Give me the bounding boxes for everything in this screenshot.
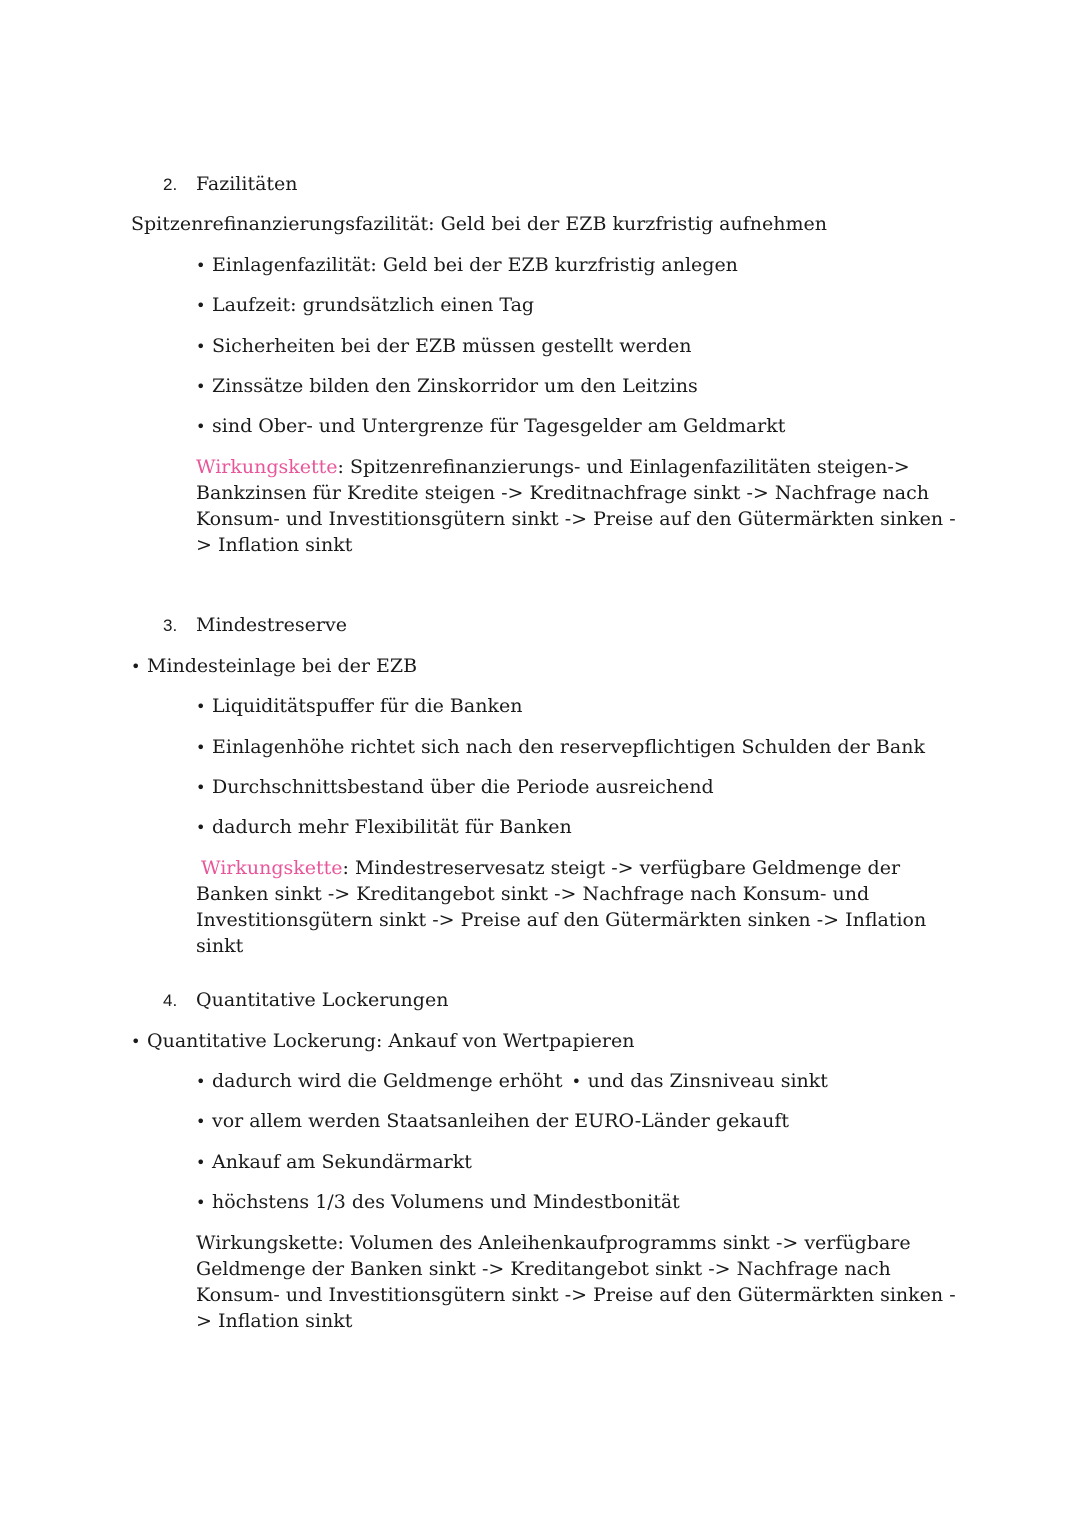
list-item: • vor allem werden Staatsanleihen der EURO-Länder gekauft: [196, 1108, 789, 1135]
bullet-glyph: •: [196, 1112, 206, 1131]
section-number: 3.: [163, 616, 178, 635]
list-item: • höchstens 1/3 des Volumens und Mindestbonität: [196, 1189, 680, 1216]
section-title: Quantitative Lockerungen: [196, 989, 449, 1011]
list-item: • dadurch mehr Flexibilität für Banken: [196, 814, 572, 841]
effect-chain-paragraph: [196, 1230, 956, 1334]
section-intro: • Mindesteinlage bei der EZB: [131, 653, 417, 680]
bullet-glyph: •: [196, 377, 206, 396]
list-item: • sind Ober- und Untergrenze für Tagesgelder am Geldmarkt: [196, 413, 785, 440]
list-item: • Einlagenfazilität: Geld bei der EZB kurzfristig anlegen: [196, 252, 738, 279]
bullet-glyph: •: [196, 738, 206, 757]
bullet-glyph: •: [571, 1072, 582, 1091]
list-item: • Einlagenhöhe richtet sich nach den reservepflichtigen Schulden der Bank: [196, 734, 925, 761]
bullet-glyph: •: [196, 1193, 206, 1212]
effect-chain-paragraph: [196, 855, 956, 959]
bullet-glyph: •: [196, 1153, 206, 1172]
bullet-glyph: •: [196, 296, 206, 315]
bullet-glyph: •: [196, 256, 206, 275]
list-item: • Durchschnittsbestand über die Periode ausreichend: [196, 774, 714, 801]
bullet-glyph: •: [196, 697, 206, 716]
effect-chain-label: Wirkungskette: [196, 456, 338, 478]
section-heading-fazilitaeten: [163, 171, 298, 198]
section-heading-quantitative-lockerungen: [163, 987, 448, 1014]
effect-chain-text: Wirkungskette: Volumen des Anleihenkaufprogramms sinkt -> verfügbare Geldmenge der Banken sinkt -> Kreditangebot sinkt -> Nachfrage nach Konsum- und Investitionsgütern sinkt -> Preise auf den Gütermärkten sinken -> Inflation sinkt: [196, 1232, 956, 1332]
list-item: • Ankauf am Sekundärmarkt: [196, 1149, 472, 1176]
list-item: • Liquiditätspuffer für die Banken: [196, 693, 522, 720]
bullet-glyph: •: [196, 818, 206, 837]
bullet-glyph: •: [196, 1072, 206, 1091]
effect-chain-text: : Spitzenrefinanzierungs- und Einlagenfazilitäten steigen-> Bankzinsen für Kredite steigen -> Kreditnachfrage sinkt -> Nachfrage nach Konsum- und Investitionsgütern sinkt -> Preise auf den Gütermärkten sinken -> Inflation sinkt: [196, 456, 956, 556]
effect-chain-text: : Mindestreservesatz steigt -> verfügbare Geldmenge der Banken sinkt -> Kreditangebot sinkt -> Nachfrage nach Konsum- und Investitionsgütern sinkt -> Preise auf den Gütermärkten sinken -> Inflation sinkt: [196, 857, 927, 957]
list-item: • Zinssätze bilden den Zinskorridor um den Leitzins: [196, 373, 698, 400]
section-intro: Spitzenrefinanzierungsfazilität: Geld bei der EZB kurzfristig aufnehmen: [131, 213, 827, 235]
bullet-glyph: •: [196, 337, 206, 356]
bullet-glyph: •: [131, 657, 141, 676]
section-intro: • Quantitative Lockerung: Ankauf von Wertpapieren: [131, 1028, 634, 1055]
bullet-glyph: •: [131, 1032, 141, 1051]
section-heading-mindestreserve: [163, 612, 347, 639]
section-number: 4.: [163, 991, 178, 1010]
effect-chain-label: Wirkungskette: [201, 857, 343, 879]
list-item: • dadurch wird die Geldmenge erhöht • und das Zinsniveau sinkt: [196, 1068, 828, 1095]
section-title: Mindestreserve: [196, 614, 347, 636]
section-title: Fazilitäten: [196, 173, 298, 195]
list-item: • Sicherheiten bei der EZB müssen gestellt werden: [196, 333, 692, 360]
bullet-glyph: •: [196, 778, 206, 797]
bullet-glyph: •: [196, 417, 206, 436]
effect-chain-paragraph: [196, 454, 956, 558]
section-number: 2.: [163, 175, 178, 194]
list-item: • Laufzeit: grundsätzlich einen Tag: [196, 292, 534, 319]
